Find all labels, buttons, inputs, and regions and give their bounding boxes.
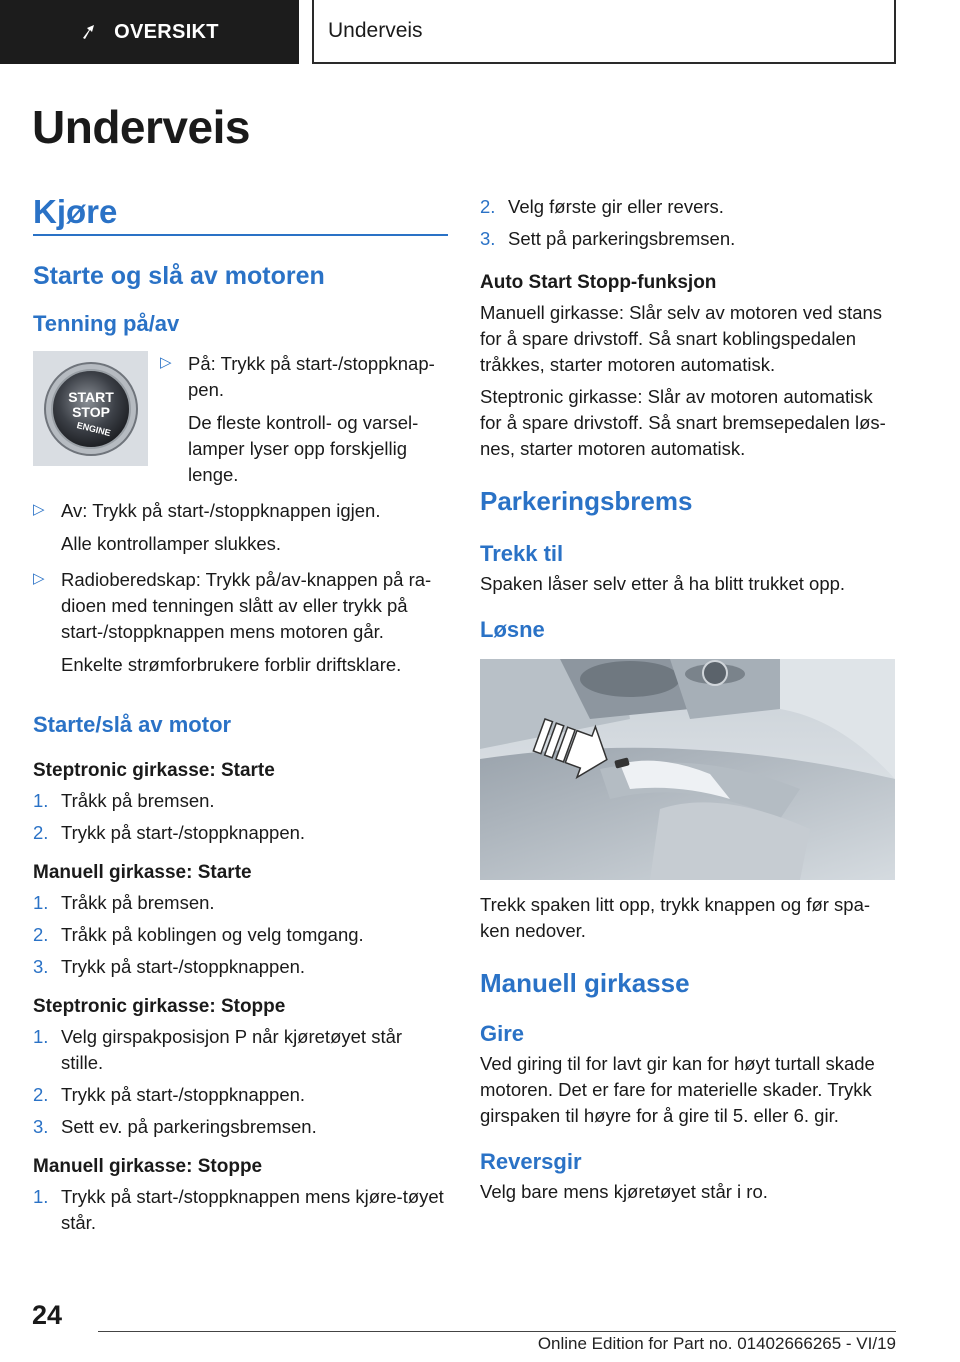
start-stop-button-image [33, 351, 148, 466]
list-text: Tråkk på bremsen. [61, 790, 215, 811]
triangle-bullet-icon: ▷ [160, 354, 172, 371]
page-number: 24 [32, 1300, 63, 1330]
tri-item-1 [160, 351, 448, 488]
section-header [312, 0, 896, 64]
auto-start-paragraph-2: Steptronic girkasse: Slår av motoren automatisk for å spare drivstoff. Så snart bremsepedalen løs-nes, starter motoren automatisk. [480, 386, 886, 459]
list-item [33, 820, 448, 846]
tri-item-3-line-2: dioen med tenningen slått av eller trykk på [61, 595, 408, 616]
list-number: 1. [33, 790, 49, 811]
heading-parkeringsbrems: Parkeringsbrems [480, 486, 693, 516]
car-icon [80, 22, 100, 42]
stop-text: STOP [71, 403, 110, 420]
list-item [33, 1024, 448, 1076]
left-column [33, 190, 448, 1242]
list-text: Sett på parkeringsbremsen. [508, 228, 736, 249]
tri-item-2 [33, 498, 448, 557]
tri-item-1-line-1: På: Trykk på start-/stoppknap- [188, 353, 435, 374]
list-text: Sett ev. på parkeringsbremsen. [61, 1116, 317, 1137]
list-item [33, 1082, 448, 1108]
list-text: Tråkk på koblingen og velg tomgang. [61, 924, 364, 945]
start-stop-icon [41, 359, 141, 459]
heading-kjore: Kjøre [33, 193, 118, 230]
list-text: Trykk på start-/stoppknappen. [61, 956, 306, 977]
heading-trekk-til: Trekk til [480, 541, 564, 566]
list-number: 2. [33, 1084, 49, 1105]
numbered-list [33, 1184, 448, 1236]
list-item [33, 890, 448, 916]
list-number: 3. [33, 1116, 49, 1137]
list-number: 1. [33, 892, 49, 913]
list-text: Velg første gir eller revers. [508, 196, 724, 217]
triangle-bullet-icon: ▷ [33, 570, 45, 587]
list-text: Trykk på start-/stoppknappen. [61, 1084, 306, 1105]
right-column [480, 190, 896, 1205]
heading-losne: Løsne [480, 617, 545, 642]
list-number: 3. [33, 956, 49, 977]
overview-tab-label: OVERSIKT [114, 20, 219, 43]
heading-reversgir: Reversgir [480, 1149, 582, 1174]
list-item [480, 226, 896, 252]
auto-start-paragraph-1: Manuell girkasse: Slår selv av motoren ved stans for å spare drivstoff. Så snart koblingspedalen tråkkes, starter motoren automatisk. [480, 302, 883, 375]
heading-gire: Gire [480, 1021, 525, 1046]
engine-text: ENGINE [75, 419, 112, 438]
tri-item-1-cont-1: De fleste kontroll- og varsel- [188, 412, 419, 433]
list-number: 2. [480, 196, 496, 217]
heading-manuell-girkasse: Manuell girkasse [480, 968, 690, 998]
group-title: Manuell girkasse: Stoppe [33, 1156, 263, 1177]
tri-item-2-cont-1: Alle kontrollamper slukkes. [61, 533, 282, 554]
triangle-bullet-icon: ▷ [33, 501, 45, 518]
start-text: START [67, 388, 114, 405]
group-title: Manuell girkasse: Starte [33, 862, 252, 883]
auto-start-title: Auto Start Stopp-funksjon [480, 272, 717, 293]
tri-item-3-cont-1: Enkelte strømforbrukere forblir driftsklare. [61, 654, 402, 675]
page-title: Underveis [32, 101, 250, 153]
heading-rule [33, 234, 448, 236]
group-title: Steptronic girkasse: Starte [33, 760, 275, 781]
motor-groups [33, 760, 448, 1236]
list-number: 3. [480, 228, 496, 249]
list-item [480, 194, 896, 220]
list-item [33, 954, 448, 980]
list-number: 1. [33, 1186, 49, 1207]
list-item [33, 1114, 448, 1140]
list-text: Velg girspakposisjon P når kjøretøyet står stille. [61, 1026, 403, 1073]
gire-text: Ved giring til for lavt gir kan for høyt turtall skade motoren. Det er fare for materielle skader. Trykk girspaken til høyre for å gire til 5. eller 6. gir. [480, 1053, 875, 1126]
heading-starte: Starte og slå av motoren [33, 262, 325, 290]
tri-item-3-line-3: start-/stoppknappen mens motoren går. [61, 621, 384, 642]
footer-edition: Online Edition for Part no. 01402666265 - VI/19 [537, 1334, 896, 1353]
parking-brake-image [480, 659, 895, 880]
trekk-text: Spaken låser selv etter å ha blitt trukket opp. [480, 573, 846, 594]
tri-item-3 [33, 567, 448, 678]
numbered-list [33, 788, 448, 846]
numbered-list [33, 1024, 448, 1140]
list-item [33, 788, 448, 814]
losne-text: Trekk spaken litt opp, trykk knappen og før spa-ken nedover. [480, 894, 871, 941]
tenning-block [33, 351, 448, 488]
list-number: 1. [33, 1026, 49, 1047]
footer-rule [98, 1331, 896, 1332]
tri-item-1-cont-3: lenge. [188, 464, 239, 485]
tri-item-3-line-1: Radioberedskap: Trykk på/av-knappen på ra- [61, 569, 432, 590]
list-number: 2. [33, 924, 49, 945]
revers-text: Velg bare mens kjøretøyet står i ro. [480, 1181, 768, 1202]
parking-brake-illustration [480, 659, 895, 880]
group-title: Steptronic girkasse: Stoppe [33, 996, 286, 1017]
continued-list [480, 194, 896, 252]
list-number: 2. [33, 822, 49, 843]
list-item [33, 1184, 448, 1236]
list-text: Trykk på start-/stoppknappen. [61, 822, 306, 843]
list-text: Trykk på start-/stoppknappen mens kjøre-tøyet står. [61, 1186, 444, 1233]
list-text: Tråkk på bremsen. [61, 892, 215, 913]
heading-tenning: Tenning på/av [33, 311, 180, 336]
numbered-list [33, 890, 448, 980]
section-label: Underveis [328, 19, 423, 42]
overview-tab[interactable] [0, 0, 299, 64]
heading-motor: Starte/slå av motor [33, 712, 232, 737]
tri-item-1-cont-2: lamper lyser opp forskjellig [188, 438, 408, 459]
tri-item-1-line-2: pen. [188, 379, 225, 400]
list-item [33, 922, 448, 948]
tri-item-2-line-1: Av: Trykk på start-/stoppknappen igjen. [61, 500, 381, 521]
